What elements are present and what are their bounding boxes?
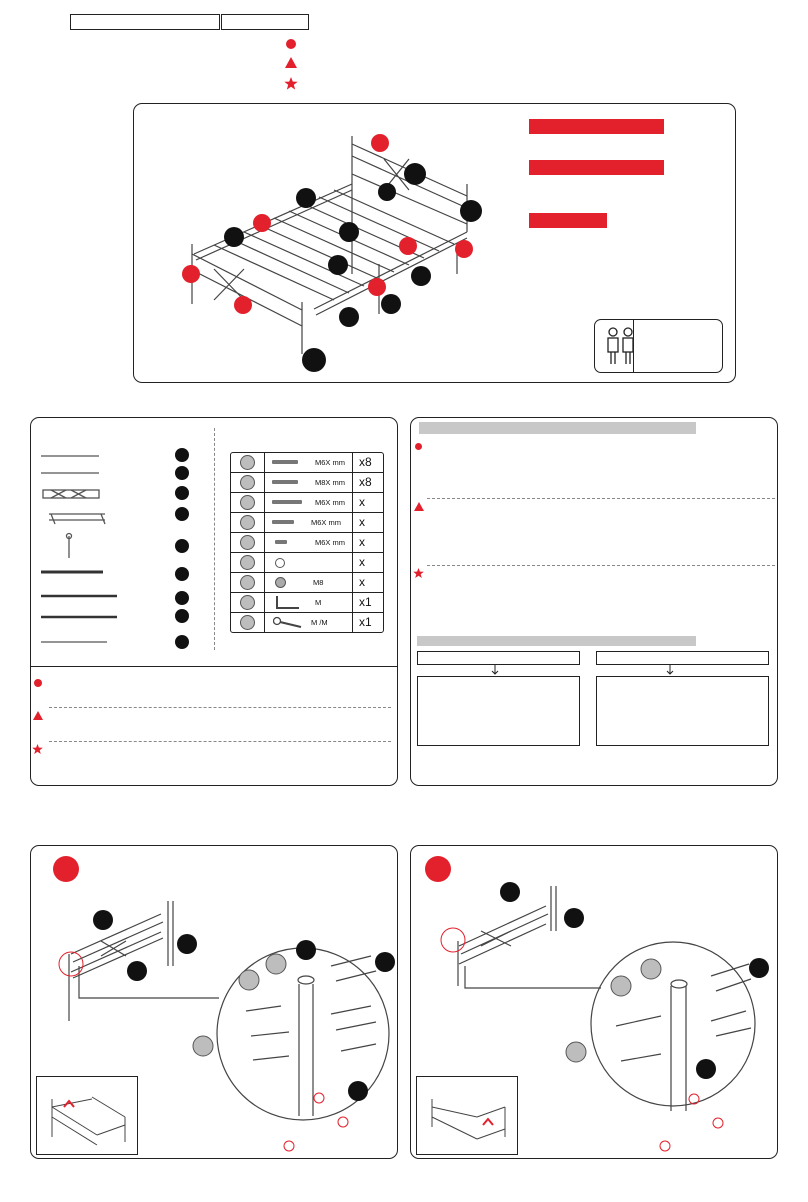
table-row [231, 613, 383, 632]
table-row [231, 453, 383, 473]
flow-arrow-icon [665, 664, 675, 676]
hardware-qty: x8 [359, 475, 372, 489]
table-row [231, 553, 383, 573]
step-2-inset-bed-icon [417, 1077, 517, 1154]
overview-label-bar-1 [529, 119, 664, 134]
notes-heading-bar [419, 422, 696, 434]
hardware-qty: x1 [359, 615, 372, 629]
table-row [231, 473, 383, 493]
hardware-spec: M6X mm [311, 518, 341, 527]
legend-circle-icon [286, 39, 296, 49]
step-1-panel [30, 845, 398, 1159]
table-row [231, 593, 383, 613]
flow-heading-bar [417, 636, 696, 646]
hardware-qty: x1 [359, 595, 372, 609]
note-divider [49, 741, 391, 742]
part-marker [175, 609, 189, 623]
step-2-panel [410, 845, 778, 1159]
notes-panel [410, 417, 778, 786]
hardware-spec: M [315, 598, 322, 607]
part-marker [175, 539, 189, 553]
flow-right-box [596, 676, 769, 746]
washer-icon [275, 558, 285, 568]
notes-divider [427, 565, 775, 566]
hardware-spec: M8 [313, 578, 324, 587]
table-row [231, 573, 383, 593]
parts-drawings [31, 418, 221, 658]
notes-circle-icon [415, 443, 422, 450]
notes-triangle-icon [414, 502, 424, 511]
overview-panel [133, 103, 736, 383]
note-triangle-icon [33, 711, 43, 720]
step-1-inset-bed-icon [37, 1077, 137, 1154]
part-marker [175, 507, 189, 521]
part-marker [175, 448, 189, 462]
flow-right-header [596, 651, 769, 665]
hardware-qty: x8 [359, 455, 372, 469]
hardware-spec: M8X mm [315, 478, 345, 487]
notes-divider [427, 498, 775, 499]
hardware-table [230, 452, 384, 633]
hardware-spec: M6X mm [315, 458, 345, 467]
flow-left-header [417, 651, 580, 665]
header-title-box [70, 14, 220, 30]
allen-key-icon [275, 595, 301, 610]
notes-star-icon [413, 568, 424, 579]
header-subtitle-box [221, 14, 309, 30]
hardware-spec: M6X mm [315, 538, 345, 547]
hardware-qty: x [359, 575, 365, 589]
hardware-spec: M /M [311, 618, 328, 627]
parts-divider [214, 428, 215, 650]
part-marker [175, 466, 189, 480]
two-person-assembly-box [594, 319, 723, 373]
note-divider [49, 707, 391, 708]
overview-label-bar-3 [529, 213, 607, 228]
hardware-qty: x [359, 515, 365, 529]
hardware-spec: M6X mm [315, 498, 345, 507]
flow-left-box [417, 676, 580, 746]
flow-arrow-icon [490, 664, 500, 676]
overview-label-bar-2 [529, 160, 664, 175]
hardware-qty: x [359, 555, 365, 569]
parts-bottom-rule [31, 666, 397, 667]
table-row [231, 513, 383, 533]
legend-star-icon [284, 77, 298, 90]
two-person-divider [633, 320, 634, 372]
note-circle-icon [34, 679, 42, 687]
part-marker [175, 635, 189, 649]
step-2-inset-box [416, 1076, 518, 1155]
note-star-icon [32, 744, 43, 755]
wrench-icon [273, 616, 303, 629]
step-1-inset-box [36, 1076, 138, 1155]
nut-icon [275, 577, 286, 588]
part-marker [175, 486, 189, 500]
table-row [231, 533, 383, 553]
legend-triangle-icon [285, 57, 297, 68]
part-marker [175, 591, 189, 605]
hardware-qty: x [359, 535, 365, 549]
part-marker [175, 567, 189, 581]
table-row [231, 493, 383, 513]
hardware-qty: x [359, 495, 365, 509]
